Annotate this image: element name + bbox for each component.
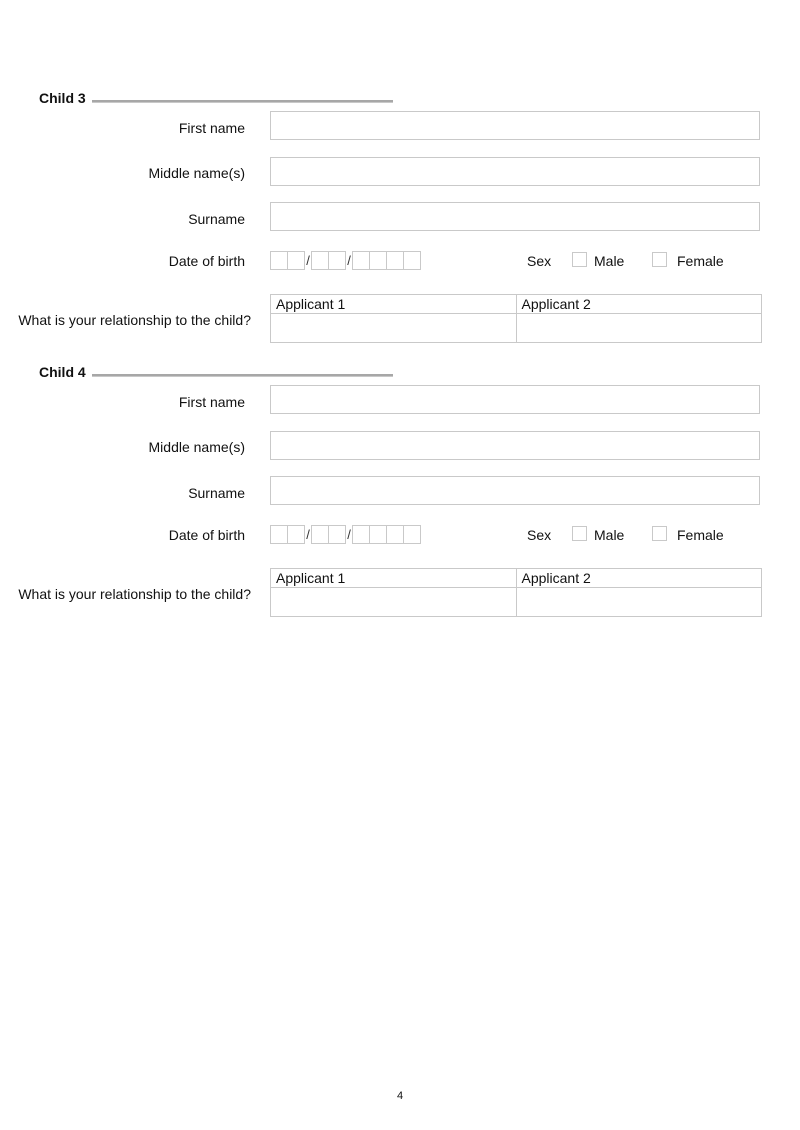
applicant-1-relationship-field[interactable] xyxy=(271,588,517,617)
male-label: Male xyxy=(594,527,625,543)
dob-field xyxy=(270,250,420,270)
relationship-table xyxy=(270,294,762,343)
first-name-label: First name xyxy=(178,394,245,410)
applicant-1-header: Applicant 1 xyxy=(271,295,517,314)
dob-year-digit-2[interactable] xyxy=(369,525,387,544)
dob-month-digit-2[interactable] xyxy=(328,525,346,544)
applicant-2-header: Applicant 2 xyxy=(516,569,762,588)
male-label: Male xyxy=(594,253,625,269)
middle-name-label: Middle name(s) xyxy=(148,439,245,455)
dob-separator: / xyxy=(347,526,351,542)
heading-rule xyxy=(92,374,393,377)
dob-day-digit-2[interactable] xyxy=(287,525,305,544)
first-name-label: First name xyxy=(178,120,245,136)
applicant-2-relationship-field[interactable] xyxy=(516,588,762,617)
surname-field[interactable] xyxy=(270,476,760,505)
applicant-2-relationship-field[interactable] xyxy=(516,314,762,343)
applicant-1-header: Applicant 1 xyxy=(271,569,517,588)
dob-separator: / xyxy=(306,526,310,542)
dob-month-digit-1[interactable] xyxy=(311,251,329,270)
dob-separator: / xyxy=(306,252,310,268)
male-checkbox[interactable] xyxy=(572,252,587,267)
surname-label: Surname xyxy=(188,485,245,501)
female-checkbox[interactable] xyxy=(652,526,667,541)
surname-label: Surname xyxy=(188,211,245,227)
middle-name-label: Middle name(s) xyxy=(148,165,245,181)
male-checkbox[interactable] xyxy=(572,526,587,541)
middle-name-field[interactable] xyxy=(270,431,760,460)
relationship-table xyxy=(270,568,762,617)
dob-year-digit-4[interactable] xyxy=(403,525,421,544)
dob-year-digit-3[interactable] xyxy=(386,525,404,544)
child-4-section xyxy=(0,364,800,638)
relationship-label: What is your relationship to the child? xyxy=(18,586,251,602)
dob-month-digit-2[interactable] xyxy=(328,251,346,270)
dob-day-digit-1[interactable] xyxy=(270,251,288,270)
applicant-1-relationship-field[interactable] xyxy=(271,314,517,343)
page-number: 4 xyxy=(396,1090,404,1102)
dob-year-digit-2[interactable] xyxy=(369,251,387,270)
dob-year-digit-4[interactable] xyxy=(403,251,421,270)
female-checkbox[interactable] xyxy=(652,252,667,267)
applicant-2-header: Applicant 2 xyxy=(516,295,762,314)
surname-field[interactable] xyxy=(270,202,760,231)
dob-year-digit-3[interactable] xyxy=(386,251,404,270)
dob-day-digit-1[interactable] xyxy=(270,525,288,544)
dob-label: Date of birth xyxy=(168,253,245,269)
dob-year-digit-1[interactable] xyxy=(352,525,370,544)
heading-rule xyxy=(92,100,393,103)
sex-label: Sex xyxy=(527,253,552,269)
sex-label: Sex xyxy=(527,527,552,543)
female-label: Female xyxy=(677,527,724,543)
dob-month-digit-1[interactable] xyxy=(311,525,329,544)
section-heading: Child 3 xyxy=(39,90,86,106)
first-name-field[interactable] xyxy=(270,385,760,414)
dob-field xyxy=(270,524,420,544)
middle-name-field[interactable] xyxy=(270,157,760,186)
first-name-field[interactable] xyxy=(270,111,760,140)
dob-label: Date of birth xyxy=(168,527,245,543)
dob-year-digit-1[interactable] xyxy=(352,251,370,270)
section-heading: Child 4 xyxy=(39,364,86,380)
dob-day-digit-2[interactable] xyxy=(287,251,305,270)
child-3-section xyxy=(0,90,800,364)
female-label: Female xyxy=(677,253,724,269)
dob-separator: / xyxy=(347,252,351,268)
relationship-label: What is your relationship to the child? xyxy=(18,312,251,328)
